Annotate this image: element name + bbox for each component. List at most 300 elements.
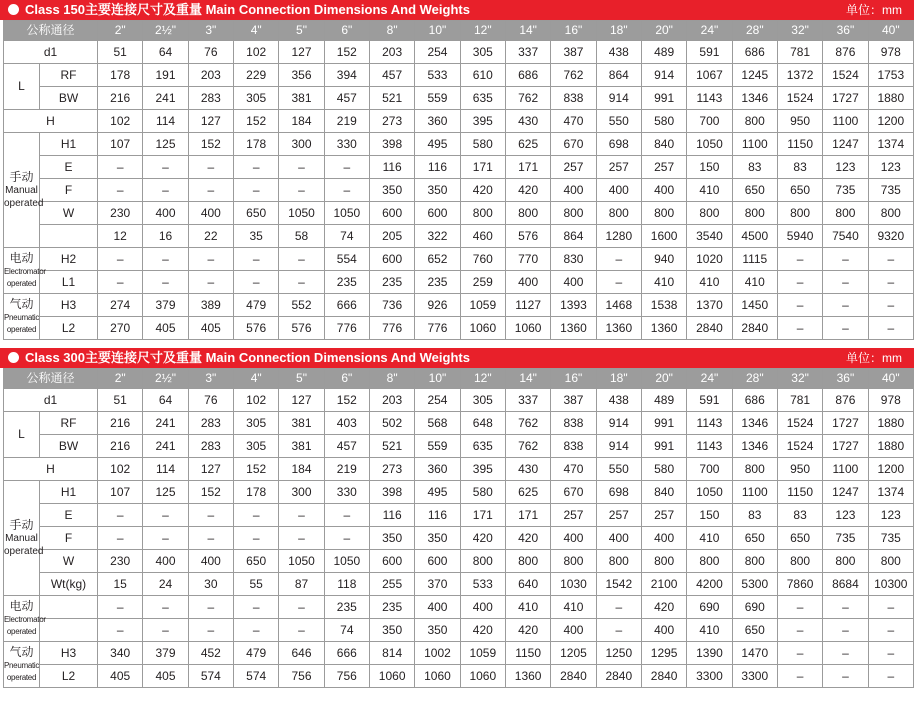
- value-cell: –: [777, 317, 822, 340]
- value-cell: 776: [324, 317, 369, 340]
- value-cell: –: [324, 156, 369, 179]
- header-size-cell: 32": [777, 21, 822, 41]
- value-cell: 235: [369, 271, 414, 294]
- value-cell: 400: [596, 527, 641, 550]
- header-size-cell: 3": [188, 369, 233, 389]
- value-cell: –: [868, 294, 913, 317]
- value-cell: 178: [234, 481, 279, 504]
- row-label: RF: [40, 412, 98, 435]
- value-cell: 257: [551, 156, 596, 179]
- value-cell: 580: [460, 481, 505, 504]
- value-cell: 840: [641, 481, 686, 504]
- row-label: F: [40, 527, 98, 550]
- value-cell: 1753: [868, 64, 913, 87]
- row-l2: [4, 665, 914, 688]
- value-cell: 1060: [369, 665, 414, 688]
- value-cell: 550: [596, 458, 641, 481]
- group-label-zh: 电动: [9, 599, 34, 613]
- value-cell: 762: [551, 64, 596, 87]
- header-size-cell: 20": [641, 369, 686, 389]
- value-cell: 430: [505, 110, 550, 133]
- value-cell: 1143: [687, 435, 732, 458]
- value-cell: 12: [98, 225, 143, 248]
- value-cell: 381: [279, 412, 324, 435]
- value-cell: 400: [505, 271, 550, 294]
- value-cell: 762: [505, 435, 550, 458]
- value-cell: 438: [596, 389, 641, 412]
- value-cell: 254: [415, 389, 460, 412]
- row-wt: [4, 573, 914, 596]
- value-cell: 452: [188, 642, 233, 665]
- value-cell: 991: [641, 435, 686, 458]
- value-cell: 735: [823, 527, 868, 550]
- value-cell: 420: [460, 179, 505, 202]
- value-cell: 1050: [687, 133, 732, 156]
- group-label: L: [4, 64, 40, 110]
- value-cell: 1600: [641, 225, 686, 248]
- value-cell: 838: [551, 412, 596, 435]
- header-size-cell: 14": [505, 369, 550, 389]
- value-cell: 670: [551, 481, 596, 504]
- row-w: [4, 202, 914, 225]
- value-cell: 600: [415, 550, 460, 573]
- row-label: L2: [40, 665, 98, 688]
- value-cell: –: [279, 504, 324, 527]
- value-cell: 405: [143, 665, 188, 688]
- value-cell: 1050: [687, 481, 732, 504]
- row-d1: [4, 389, 914, 412]
- value-cell: 559: [415, 435, 460, 458]
- value-cell: 9320: [868, 225, 913, 248]
- row-w: [4, 550, 914, 573]
- value-cell: 152: [324, 389, 369, 412]
- value-cell: 800: [777, 202, 822, 225]
- value-cell: 410: [687, 619, 732, 642]
- value-cell: 650: [732, 179, 777, 202]
- value-cell: 125: [143, 133, 188, 156]
- value-cell: 400: [188, 202, 233, 225]
- value-cell: –: [777, 619, 822, 642]
- value-cell: 356: [279, 64, 324, 87]
- value-cell: 800: [823, 202, 868, 225]
- value-cell: 1360: [596, 317, 641, 340]
- header-row: [4, 21, 914, 41]
- value-cell: 305: [234, 412, 279, 435]
- value-cell: 123: [823, 156, 868, 179]
- group-label-pneumatic: [4, 642, 40, 688]
- value-cell: 400: [460, 596, 505, 619]
- value-cell: 410: [687, 179, 732, 202]
- value-cell: –: [777, 596, 822, 619]
- value-cell: 116: [415, 156, 460, 179]
- value-cell: 123: [823, 504, 868, 527]
- value-cell: 410: [687, 527, 732, 550]
- value-cell: 776: [415, 317, 460, 340]
- value-cell: –: [98, 271, 143, 294]
- value-cell: 1050: [279, 550, 324, 573]
- value-cell: 495: [415, 481, 460, 504]
- value-cell: 184: [279, 110, 324, 133]
- value-cell: 489: [641, 41, 686, 64]
- value-cell: 800: [505, 202, 550, 225]
- value-cell: 370: [415, 573, 460, 596]
- row-e: [4, 156, 914, 179]
- header-size-cell: 24": [687, 369, 732, 389]
- value-cell: 580: [460, 133, 505, 156]
- value-cell: 550: [596, 110, 641, 133]
- value-cell: 64: [143, 41, 188, 64]
- value-cell: 781: [777, 389, 822, 412]
- value-cell: 127: [279, 389, 324, 412]
- value-cell: –: [279, 156, 324, 179]
- value-cell: –: [777, 642, 822, 665]
- value-cell: 191: [143, 64, 188, 87]
- value-cell: 395: [460, 110, 505, 133]
- value-cell: 610: [460, 64, 505, 87]
- value-cell: 102: [98, 458, 143, 481]
- header-nominal-size: 公称通径: [4, 369, 98, 389]
- value-cell: 64: [143, 389, 188, 412]
- group-label-zh: 手动: [9, 169, 34, 184]
- value-cell: 800: [687, 202, 732, 225]
- value-cell: 283: [188, 412, 233, 435]
- value-cell: 876: [823, 389, 868, 412]
- header-size-cell: 8": [369, 21, 414, 41]
- value-cell: 107: [98, 133, 143, 156]
- value-cell: 420: [505, 527, 550, 550]
- value-cell: 337: [505, 389, 550, 412]
- value-cell: 400: [143, 202, 188, 225]
- group-label-manual: [4, 133, 44, 248]
- value-cell: –: [234, 248, 279, 271]
- value-cell: 479: [234, 642, 279, 665]
- value-cell: 1245: [732, 64, 777, 87]
- value-cell: 646: [279, 642, 324, 665]
- row-label: L2: [40, 317, 98, 340]
- value-cell: 650: [777, 527, 822, 550]
- header-size-cell: 40": [868, 369, 913, 389]
- unit-label: 单位：mm: [846, 351, 902, 365]
- value-cell: –: [777, 248, 822, 271]
- value-cell: 379: [143, 642, 188, 665]
- value-cell: –: [188, 179, 233, 202]
- section-title: Class 150主要连接尺寸及重量 Main Connection Dimensions And Weights: [25, 2, 470, 17]
- value-cell: 580: [641, 110, 686, 133]
- value-cell: 350: [369, 179, 414, 202]
- value-cell: 118: [324, 573, 369, 596]
- value-cell: 457: [324, 87, 369, 110]
- value-cell: 123: [868, 156, 913, 179]
- header-size-cell: 10": [415, 21, 460, 41]
- row-label: E: [40, 156, 98, 179]
- value-cell: 1727: [823, 435, 868, 458]
- value-cell: 1060: [460, 665, 505, 688]
- row-label: L1: [40, 271, 98, 294]
- value-cell: 152: [324, 41, 369, 64]
- value-cell: 398: [369, 133, 414, 156]
- value-cell: 203: [369, 389, 414, 412]
- value-cell: 400: [551, 179, 596, 202]
- value-cell: 394: [324, 64, 369, 87]
- value-cell: 430: [505, 458, 550, 481]
- group-label-en: Electromator: [4, 267, 46, 276]
- value-cell: 652: [415, 248, 460, 271]
- value-cell: 1880: [868, 435, 913, 458]
- value-cell: 781: [777, 41, 822, 64]
- group-label-zh: 手动: [9, 517, 34, 532]
- value-cell: 698: [596, 133, 641, 156]
- row-label: H: [4, 110, 98, 133]
- group-label-electric: [4, 596, 46, 642]
- value-cell: –: [188, 156, 233, 179]
- group-label-en: Manual: [5, 184, 38, 196]
- value-cell: 257: [641, 504, 686, 527]
- value-cell: –: [596, 248, 641, 271]
- value-cell: 1059: [460, 294, 505, 317]
- value-cell: 735: [868, 527, 913, 550]
- value-cell: 800: [551, 202, 596, 225]
- row-h3: [4, 294, 914, 317]
- value-cell: 1002: [415, 642, 460, 665]
- value-cell: 270: [98, 317, 143, 340]
- value-cell: –: [143, 179, 188, 202]
- row-label: H3: [40, 294, 98, 317]
- row-label: RF: [40, 64, 98, 87]
- value-cell: 178: [234, 133, 279, 156]
- value-cell: 1538: [641, 294, 686, 317]
- value-cell: 74: [324, 225, 369, 248]
- header-size-cell: 40": [868, 21, 913, 41]
- value-cell: 400: [551, 527, 596, 550]
- value-cell: 322: [415, 225, 460, 248]
- value-cell: 4200: [687, 573, 732, 596]
- group-label-en: Manual: [5, 532, 38, 544]
- header-size-cell: 20": [641, 21, 686, 41]
- section-title: Class 300主要连接尺寸及重量 Main Connection Dimensions And Weights: [25, 350, 470, 365]
- value-cell: 257: [596, 504, 641, 527]
- value-cell: 502: [369, 412, 414, 435]
- value-cell: 800: [823, 550, 868, 573]
- header-size-cell: 18": [596, 21, 641, 41]
- row-f: [4, 179, 914, 202]
- value-cell: 83: [777, 504, 822, 527]
- value-cell: –: [868, 271, 913, 294]
- value-cell: –: [279, 248, 324, 271]
- value-cell: 1030: [551, 573, 596, 596]
- bullet-dot-icon: [8, 4, 19, 15]
- value-cell: 533: [460, 573, 505, 596]
- value-cell: 1150: [777, 133, 822, 156]
- value-cell: 152: [234, 458, 279, 481]
- value-cell: 395: [460, 458, 505, 481]
- value-cell: 205: [369, 225, 414, 248]
- value-cell: 1050: [324, 202, 369, 225]
- value-cell: 600: [369, 550, 414, 573]
- value-cell: 800: [460, 550, 505, 573]
- value-cell: 7860: [777, 573, 822, 596]
- value-cell: 1468: [596, 294, 641, 317]
- value-cell: 387: [551, 41, 596, 64]
- value-cell: 600: [369, 248, 414, 271]
- value-cell: 1880: [868, 412, 913, 435]
- value-cell: –: [234, 271, 279, 294]
- value-cell: 648: [460, 412, 505, 435]
- value-cell: 257: [596, 156, 641, 179]
- value-cell: 1360: [641, 317, 686, 340]
- value-cell: 736: [369, 294, 414, 317]
- group-label-zh: 气动: [9, 297, 34, 311]
- value-cell: 1524: [823, 64, 868, 87]
- value-cell: 470: [551, 110, 596, 133]
- value-cell: 114: [143, 110, 188, 133]
- value-cell: 568: [415, 412, 460, 435]
- value-cell: 102: [234, 389, 279, 412]
- value-cell: 1280: [596, 225, 641, 248]
- value-cell: 305: [460, 389, 505, 412]
- value-cell: 1360: [505, 665, 550, 688]
- row-l2: [4, 317, 914, 340]
- value-cell: 2100: [641, 573, 686, 596]
- value-cell: 305: [460, 41, 505, 64]
- value-cell: 83: [732, 504, 777, 527]
- section-class150: [0, 0, 914, 340]
- value-cell: 305: [234, 435, 279, 458]
- row-label: H2: [40, 248, 98, 271]
- value-cell: 350: [415, 527, 460, 550]
- value-cell: 30: [188, 573, 233, 596]
- value-cell: 2840: [732, 317, 777, 340]
- value-cell: 1200: [868, 458, 913, 481]
- value-cell: 876: [823, 41, 868, 64]
- value-cell: 800: [868, 550, 913, 573]
- group-label-en: Electromator: [4, 615, 46, 624]
- value-cell: –: [868, 596, 913, 619]
- value-cell: 203: [369, 41, 414, 64]
- value-cell: 1470: [732, 642, 777, 665]
- value-cell: 1127: [505, 294, 550, 317]
- row-label: W: [40, 202, 98, 225]
- value-cell: 635: [460, 87, 505, 110]
- value-cell: 1250: [596, 642, 641, 665]
- row-d1: [4, 41, 914, 64]
- value-cell: 7540: [823, 225, 868, 248]
- header-size-cell: 12": [460, 21, 505, 41]
- section-title-bar: [0, 348, 914, 368]
- value-cell: 978: [868, 389, 913, 412]
- value-cell: 650: [234, 550, 279, 573]
- value-cell: 1067: [687, 64, 732, 87]
- value-cell: 600: [415, 202, 460, 225]
- value-cell: 150: [687, 156, 732, 179]
- value-cell: 978: [868, 41, 913, 64]
- value-cell: –: [868, 642, 913, 665]
- group-label-en: operated: [6, 325, 37, 334]
- value-cell: 698: [596, 481, 641, 504]
- value-cell: 420: [641, 596, 686, 619]
- value-cell: 16: [143, 225, 188, 248]
- value-cell: –: [143, 527, 188, 550]
- value-cell: 1360: [551, 317, 596, 340]
- value-cell: 1524: [777, 87, 822, 110]
- value-cell: 1205: [551, 642, 596, 665]
- value-cell: 1060: [505, 317, 550, 340]
- value-cell: –: [777, 665, 822, 688]
- header-size-cell: 16": [551, 21, 596, 41]
- value-cell: –: [279, 527, 324, 550]
- value-cell: 864: [596, 64, 641, 87]
- value-cell: 576: [234, 317, 279, 340]
- value-cell: 107: [98, 481, 143, 504]
- value-cell: 330: [324, 133, 369, 156]
- row-label: [40, 225, 98, 248]
- value-cell: –: [234, 527, 279, 550]
- value-cell: 1150: [505, 642, 550, 665]
- value-cell: –: [823, 248, 868, 271]
- value-cell: 22: [188, 225, 233, 248]
- value-cell: 625: [505, 133, 550, 156]
- value-cell: 840: [641, 133, 686, 156]
- value-cell: –: [324, 504, 369, 527]
- value-cell: 735: [868, 179, 913, 202]
- value-cell: 152: [234, 110, 279, 133]
- value-cell: 800: [596, 550, 641, 573]
- value-cell: 350: [369, 527, 414, 550]
- value-cell: 457: [324, 435, 369, 458]
- value-cell: 410: [687, 271, 732, 294]
- value-cell: 800: [732, 550, 777, 573]
- value-cell: 83: [777, 156, 822, 179]
- value-cell: 350: [415, 619, 460, 642]
- value-cell: 235: [324, 596, 369, 619]
- value-cell: 600: [369, 202, 414, 225]
- value-cell: 762: [505, 412, 550, 435]
- group-label-zh: 气动: [9, 645, 34, 659]
- value-cell: –: [868, 619, 913, 642]
- value-cell: –: [823, 665, 868, 688]
- value-cell: 400: [596, 179, 641, 202]
- section-class300: [0, 348, 914, 688]
- row-label: E: [40, 504, 98, 527]
- value-cell: 1880: [868, 87, 913, 110]
- value-cell: 1050: [279, 202, 324, 225]
- value-cell: –: [98, 248, 143, 271]
- value-cell: 756: [279, 665, 324, 688]
- value-cell: 127: [279, 41, 324, 64]
- value-cell: 650: [777, 179, 822, 202]
- value-cell: 387: [551, 389, 596, 412]
- value-cell: 800: [460, 202, 505, 225]
- row-rf: [4, 64, 914, 87]
- group-label-en: operated: [6, 673, 37, 682]
- value-cell: 1374: [868, 481, 913, 504]
- row-label: d1: [4, 41, 98, 64]
- value-cell: 410: [732, 271, 777, 294]
- value-cell: 1346: [732, 87, 777, 110]
- value-cell: 625: [505, 481, 550, 504]
- value-cell: 1450: [732, 294, 777, 317]
- value-cell: 420: [505, 619, 550, 642]
- value-cell: 400: [551, 271, 596, 294]
- value-cell: 229: [234, 64, 279, 87]
- value-cell: –: [823, 642, 868, 665]
- value-cell: 650: [732, 527, 777, 550]
- value-cell: –: [777, 294, 822, 317]
- value-cell: 74: [324, 619, 369, 642]
- value-cell: 1100: [732, 133, 777, 156]
- value-cell: –: [188, 271, 233, 294]
- value-cell: 87: [279, 573, 324, 596]
- value-cell: –: [143, 271, 188, 294]
